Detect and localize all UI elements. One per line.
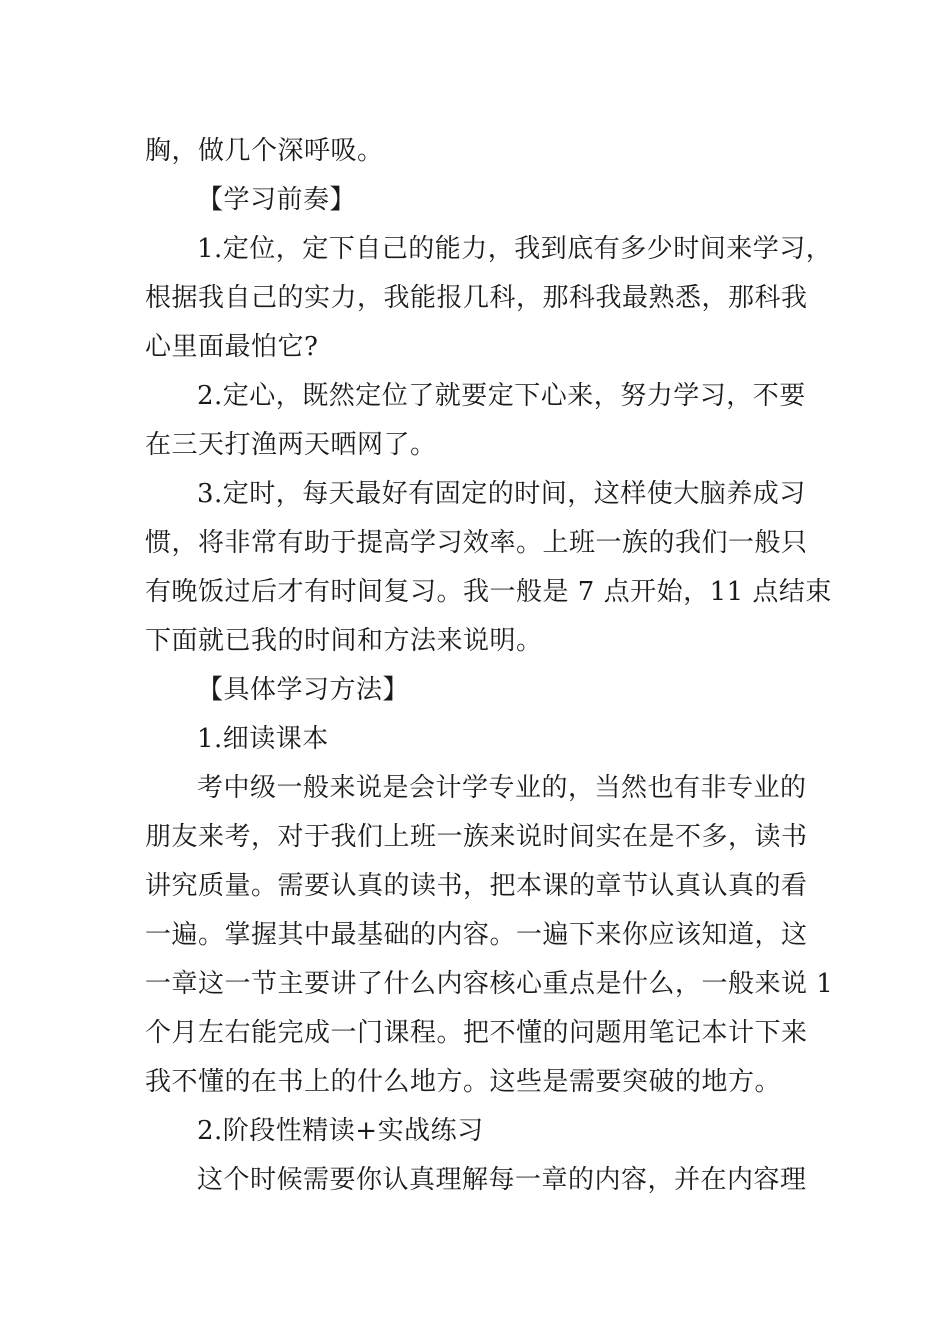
text-line: 朋友来考，对于我们上班一族来说时间实在是不多，读书 bbox=[145, 822, 808, 852]
text-line: 讲究质量。需要认真的读书，把本课的章节认真认真的看 bbox=[145, 871, 808, 901]
section-heading: 【学习前奏】 bbox=[197, 185, 357, 215]
text-line: 1.定位，定下自己的能力，我到底有多少时间来学习， bbox=[197, 234, 833, 264]
text-line: 个月左右能完成一门课程。把不懂的问题用笔记本计下来 bbox=[145, 1018, 808, 1048]
text-line: 考中级一般来说是会计学专业的，当然也有非专业的 bbox=[197, 773, 807, 803]
subsection-heading: 1.细读课本 bbox=[197, 724, 329, 754]
text-line: 胸，做几个深呼吸。 bbox=[145, 136, 384, 166]
text-line: 下面就已我的时间和方法来说明。 bbox=[145, 626, 543, 656]
text-line: 一遍。掌握其中最基础的内容。一遍下来你应该知道，这 bbox=[145, 920, 808, 950]
text-line: 根据我自己的实力，我能报几科，那科我最熟悉，那科我 bbox=[145, 283, 808, 313]
text-line: 一章这一节主要讲了什么内容核心重点是什么，一般来说 1 bbox=[145, 969, 834, 999]
text-line: 在三天打渔两天晒网了。 bbox=[145, 430, 437, 460]
text-line: 心里面最怕它? bbox=[145, 332, 319, 362]
text-line: 2.定心，既然定位了就要定下心来，努力学习，不要 bbox=[197, 381, 806, 411]
text-line: 我不懂的在书上的什么地方。这些是需要突破的地方。 bbox=[145, 1067, 782, 1097]
section-heading: 【具体学习方法】 bbox=[197, 675, 410, 705]
text-line: 3.定时，每天最好有固定的时间，这样使大脑养成习 bbox=[197, 479, 806, 509]
text-line: 有晚饭过后才有时间复习。我一般是 7 点开始，11 点结束 bbox=[145, 577, 832, 607]
text-line: 这个时候需要你认真理解每一章的内容，并在内容理 bbox=[197, 1165, 807, 1195]
document-body bbox=[145, 127, 834, 1205]
subsection-heading: 2.阶段性精读+实战练习 bbox=[197, 1116, 484, 1146]
text-line: 惯，将非常有助于提高学习效率。上班一族的我们一般只 bbox=[145, 528, 808, 558]
